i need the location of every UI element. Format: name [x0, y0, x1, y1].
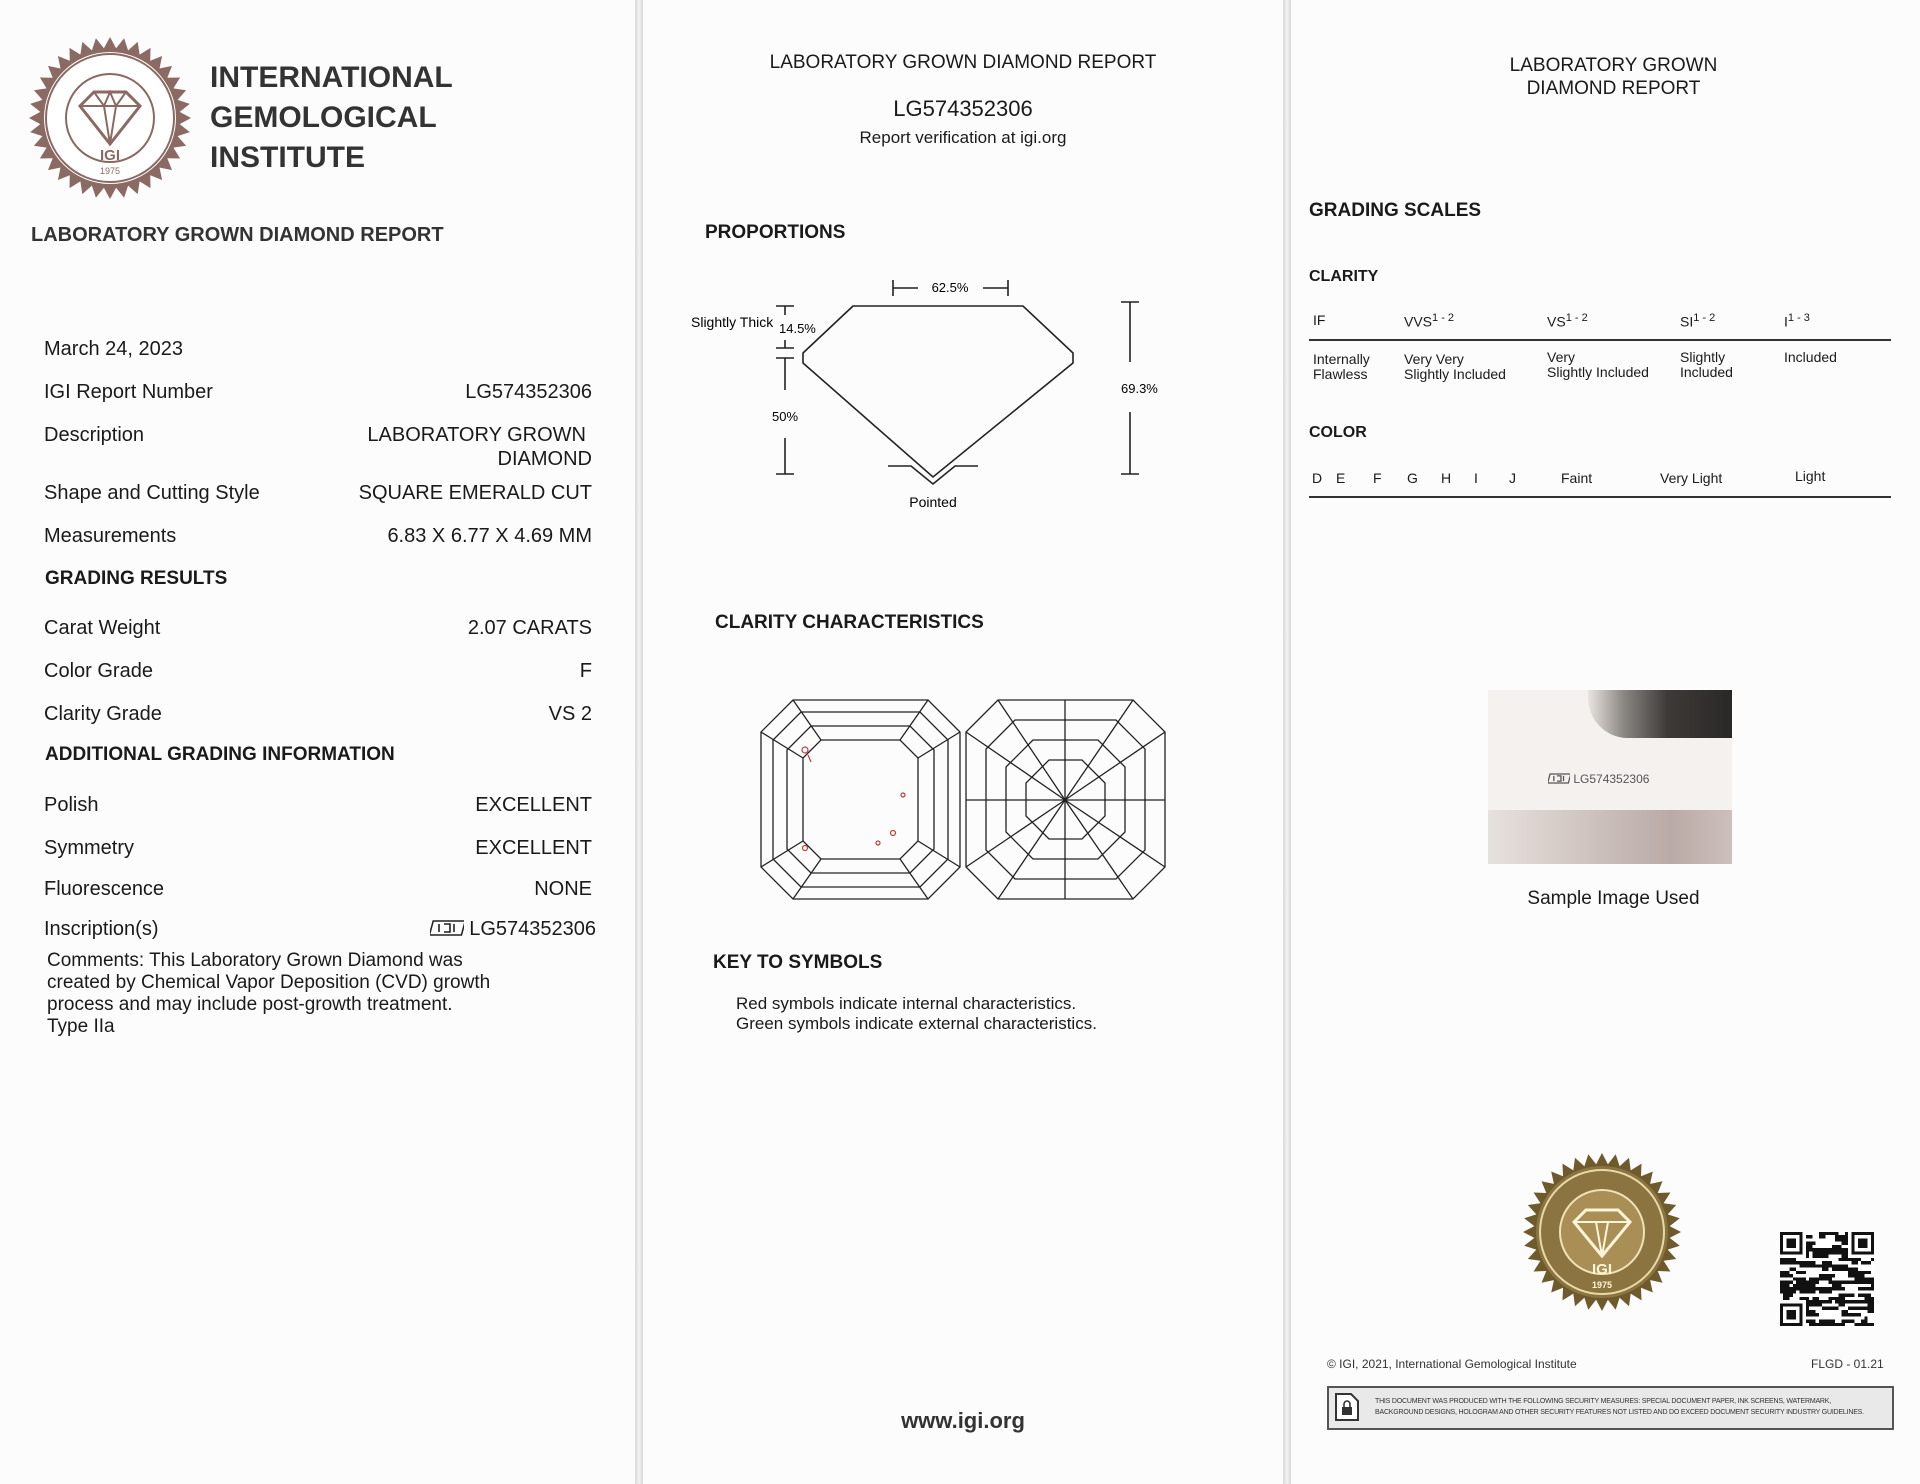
- right-report-title: [1291, 54, 1920, 100]
- field-value: LG574352306: [465, 381, 592, 403]
- depth-percent: 69.3%: [1121, 381, 1158, 396]
- key-line-internal: Red symbols indicate internal characteristics.: [736, 994, 1077, 1013]
- clarity-desc: Included: [1784, 349, 1837, 365]
- girdle-shadow: [1588, 690, 1732, 738]
- color-scale-rule: [1309, 496, 1891, 498]
- igi-mini-logo-icon: [430, 918, 464, 938]
- additional-label: Polish: [44, 794, 99, 816]
- field-value: DIAMOND: [497, 448, 592, 470]
- color-scale-heading: COLOR: [1309, 424, 1367, 441]
- svg-text:IGI: IGI: [1591, 1261, 1613, 1278]
- form-code: FLGD - 01.21: [1811, 1357, 1884, 1371]
- inscription-label: Inscription(s): [44, 918, 159, 940]
- additional-value: NONE: [534, 878, 592, 900]
- org-name-line1: INTERNATIONAL: [210, 61, 453, 94]
- field-label: Shape and Cutting Style: [44, 482, 260, 504]
- svg-text:1975: 1975: [99, 166, 121, 176]
- grading-value: VS 2: [548, 703, 592, 725]
- grading-results-heading: GRADING RESULTS: [45, 568, 228, 589]
- org-name-line3: INSTITUTE: [210, 141, 365, 174]
- girdle-label: Slightly Thick: [691, 314, 774, 330]
- clarity-scale-heading: CLARITY: [1309, 268, 1379, 285]
- field-row: [44, 424, 592, 474]
- clarity-characteristics-heading: CLARITY CHARACTERISTICS: [715, 612, 984, 633]
- right-title-line1: LABORATORY GROWN: [1509, 55, 1718, 76]
- color-range: Faint: [1561, 470, 1593, 486]
- right-title-line2: DIAMOND REPORT: [1526, 78, 1701, 99]
- comment-line: Type IIa: [47, 1016, 115, 1037]
- sample-caption: Sample Image Used: [1527, 888, 1700, 909]
- field-value: LABORATORY GROWN: [367, 424, 586, 446]
- svg-text:1975: 1975: [1591, 1280, 1613, 1290]
- grading-label: Clarity Grade: [44, 703, 162, 725]
- grading-scales-heading: GRADING SCALES: [1309, 200, 1482, 221]
- fold-divider: [635, 0, 643, 1484]
- additional-value: EXCELLENT: [475, 794, 592, 816]
- field-label: IGI Report Number: [44, 381, 213, 403]
- proportions-heading: PROPORTIONS: [705, 222, 846, 243]
- field-value: SQUARE EMERALD CUT: [358, 482, 592, 504]
- middle-report-title: LABORATORY GROWN DIAMOND REPORT: [769, 52, 1157, 73]
- security-notice-box: [1327, 1386, 1894, 1430]
- color-letter: J: [1509, 470, 1516, 486]
- proportions-diagram: [683, 270, 1223, 520]
- document-lock-icon: [1333, 1392, 1361, 1422]
- report-date: March 24, 2023: [44, 338, 183, 360]
- grading-value: F: [579, 660, 592, 682]
- verification-text: Report verification at igi.org: [859, 128, 1067, 147]
- additional-label: Symmetry: [44, 837, 134, 859]
- clarity-code: SI$^{1 - 2}$: [1680, 312, 1716, 330]
- igi-mini-logo-icon: [1548, 772, 1570, 785]
- comments: [47, 950, 490, 1038]
- color-letter: F: [1373, 470, 1382, 486]
- security-notice-text: THIS DOCUMENT WAS PRODUCED WITH THE FOLLOWING SECURITY MEASURES: SPECIAL DOCUMENT PAPER, INK SCREENS, WATERMARK, BACKGROUND DESIGNS, HOLOGRAM AND OTHER SECURITY FEATURES NOT LISTED AND DO EXCEED DOCUMENT SECURITY INDUSTRY GUIDELINES.: [1375, 1398, 1864, 1416]
- clarity-desc: Very Slightly Included: [1547, 349, 1649, 380]
- additional-value: EXCELLENT: [475, 837, 592, 859]
- field-value: 6.83 X 6.77 X 4.69 MM: [387, 525, 592, 547]
- key-text: [736, 994, 1097, 1034]
- right-panel: [1291, 0, 1920, 1484]
- table-percent: 62.5%: [931, 280, 969, 295]
- field-label: Description: [44, 424, 145, 446]
- qr-code[interactable]: [1780, 1232, 1874, 1326]
- sample-inscription-image: [1488, 690, 1732, 864]
- additional-label: Fluorescence: [44, 878, 165, 900]
- fold-divider: [1283, 0, 1291, 1484]
- field-label: Measurements: [44, 525, 177, 547]
- org-name-line2: GEMOLOGICAL: [210, 101, 437, 134]
- grading-label: Color Grade: [44, 660, 153, 682]
- clarity-desc: Internally Flawless: [1313, 351, 1370, 382]
- copyright: © IGI, 2021, International Gemological Institute: [1327, 1357, 1577, 1371]
- key-line-external: Green symbols indicate external characteristics.: [736, 1014, 1097, 1033]
- color-range: Light: [1795, 468, 1826, 484]
- clarity-code: IF: [1313, 312, 1326, 328]
- inscription-value-group: [430, 918, 596, 941]
- clarity-desc: Slightly Included: [1680, 349, 1733, 380]
- middle-panel: [643, 0, 1283, 1484]
- key-to-symbols-heading: KEY TO SYMBOLS: [713, 952, 883, 973]
- inclusion-markers: [802, 747, 905, 851]
- inscription-value: LG574352306: [469, 918, 596, 940]
- color-letter: I: [1474, 470, 1478, 486]
- org-name: [210, 58, 453, 178]
- color-letter: E: [1336, 470, 1346, 486]
- report-title: LABORATORY GROWN DIAMOND REPORT: [31, 224, 444, 246]
- culet-label: Pointed: [909, 494, 957, 510]
- clarity-code: VVS$^{1 - 2}$: [1404, 312, 1455, 330]
- color-range: Very Light: [1660, 470, 1723, 486]
- color-letter: H: [1441, 470, 1452, 486]
- color-letter: G: [1407, 470, 1418, 486]
- clarity-code: $I^{1 - 3}$: [1784, 312, 1810, 330]
- grading-label: Carat Weight: [44, 617, 161, 639]
- clarity-scale-rule: [1309, 339, 1891, 341]
- svg-text:IGI: IGI: [99, 147, 121, 164]
- sample-inscription-text: LG574352306: [1548, 772, 1649, 786]
- grading-value: 2.07 CARATS: [467, 617, 592, 639]
- left-panel: [0, 0, 635, 1484]
- middle-report-number: LG574352306: [893, 96, 1033, 121]
- additional-info-heading: ADDITIONAL GRADING INFORMATION: [45, 744, 395, 765]
- comment-line: Comments: This Laboratory Grown Diamond was: [47, 950, 463, 971]
- color-letter: D: [1312, 470, 1323, 486]
- clarity-plot-diagram: [753, 690, 1173, 910]
- girdle-reflection: [1488, 810, 1732, 864]
- clarity-code: VS$^{1 - 2}$: [1547, 312, 1588, 330]
- website-footer: www.igi.org: [901, 1408, 1025, 1433]
- pavilion-percent: 50%: [771, 409, 799, 424]
- igi-seal-logo: [28, 36, 192, 200]
- comment-line: created by Chemical Vapor Deposition (CVD) growth: [47, 972, 491, 993]
- crown-percent: 14.5%: [779, 321, 816, 336]
- clarity-desc: Very Very Slightly Included: [1404, 351, 1506, 382]
- comment-line: process and may include post-growth treatment.: [47, 994, 453, 1015]
- gold-hologram-seal: [1522, 1152, 1682, 1312]
